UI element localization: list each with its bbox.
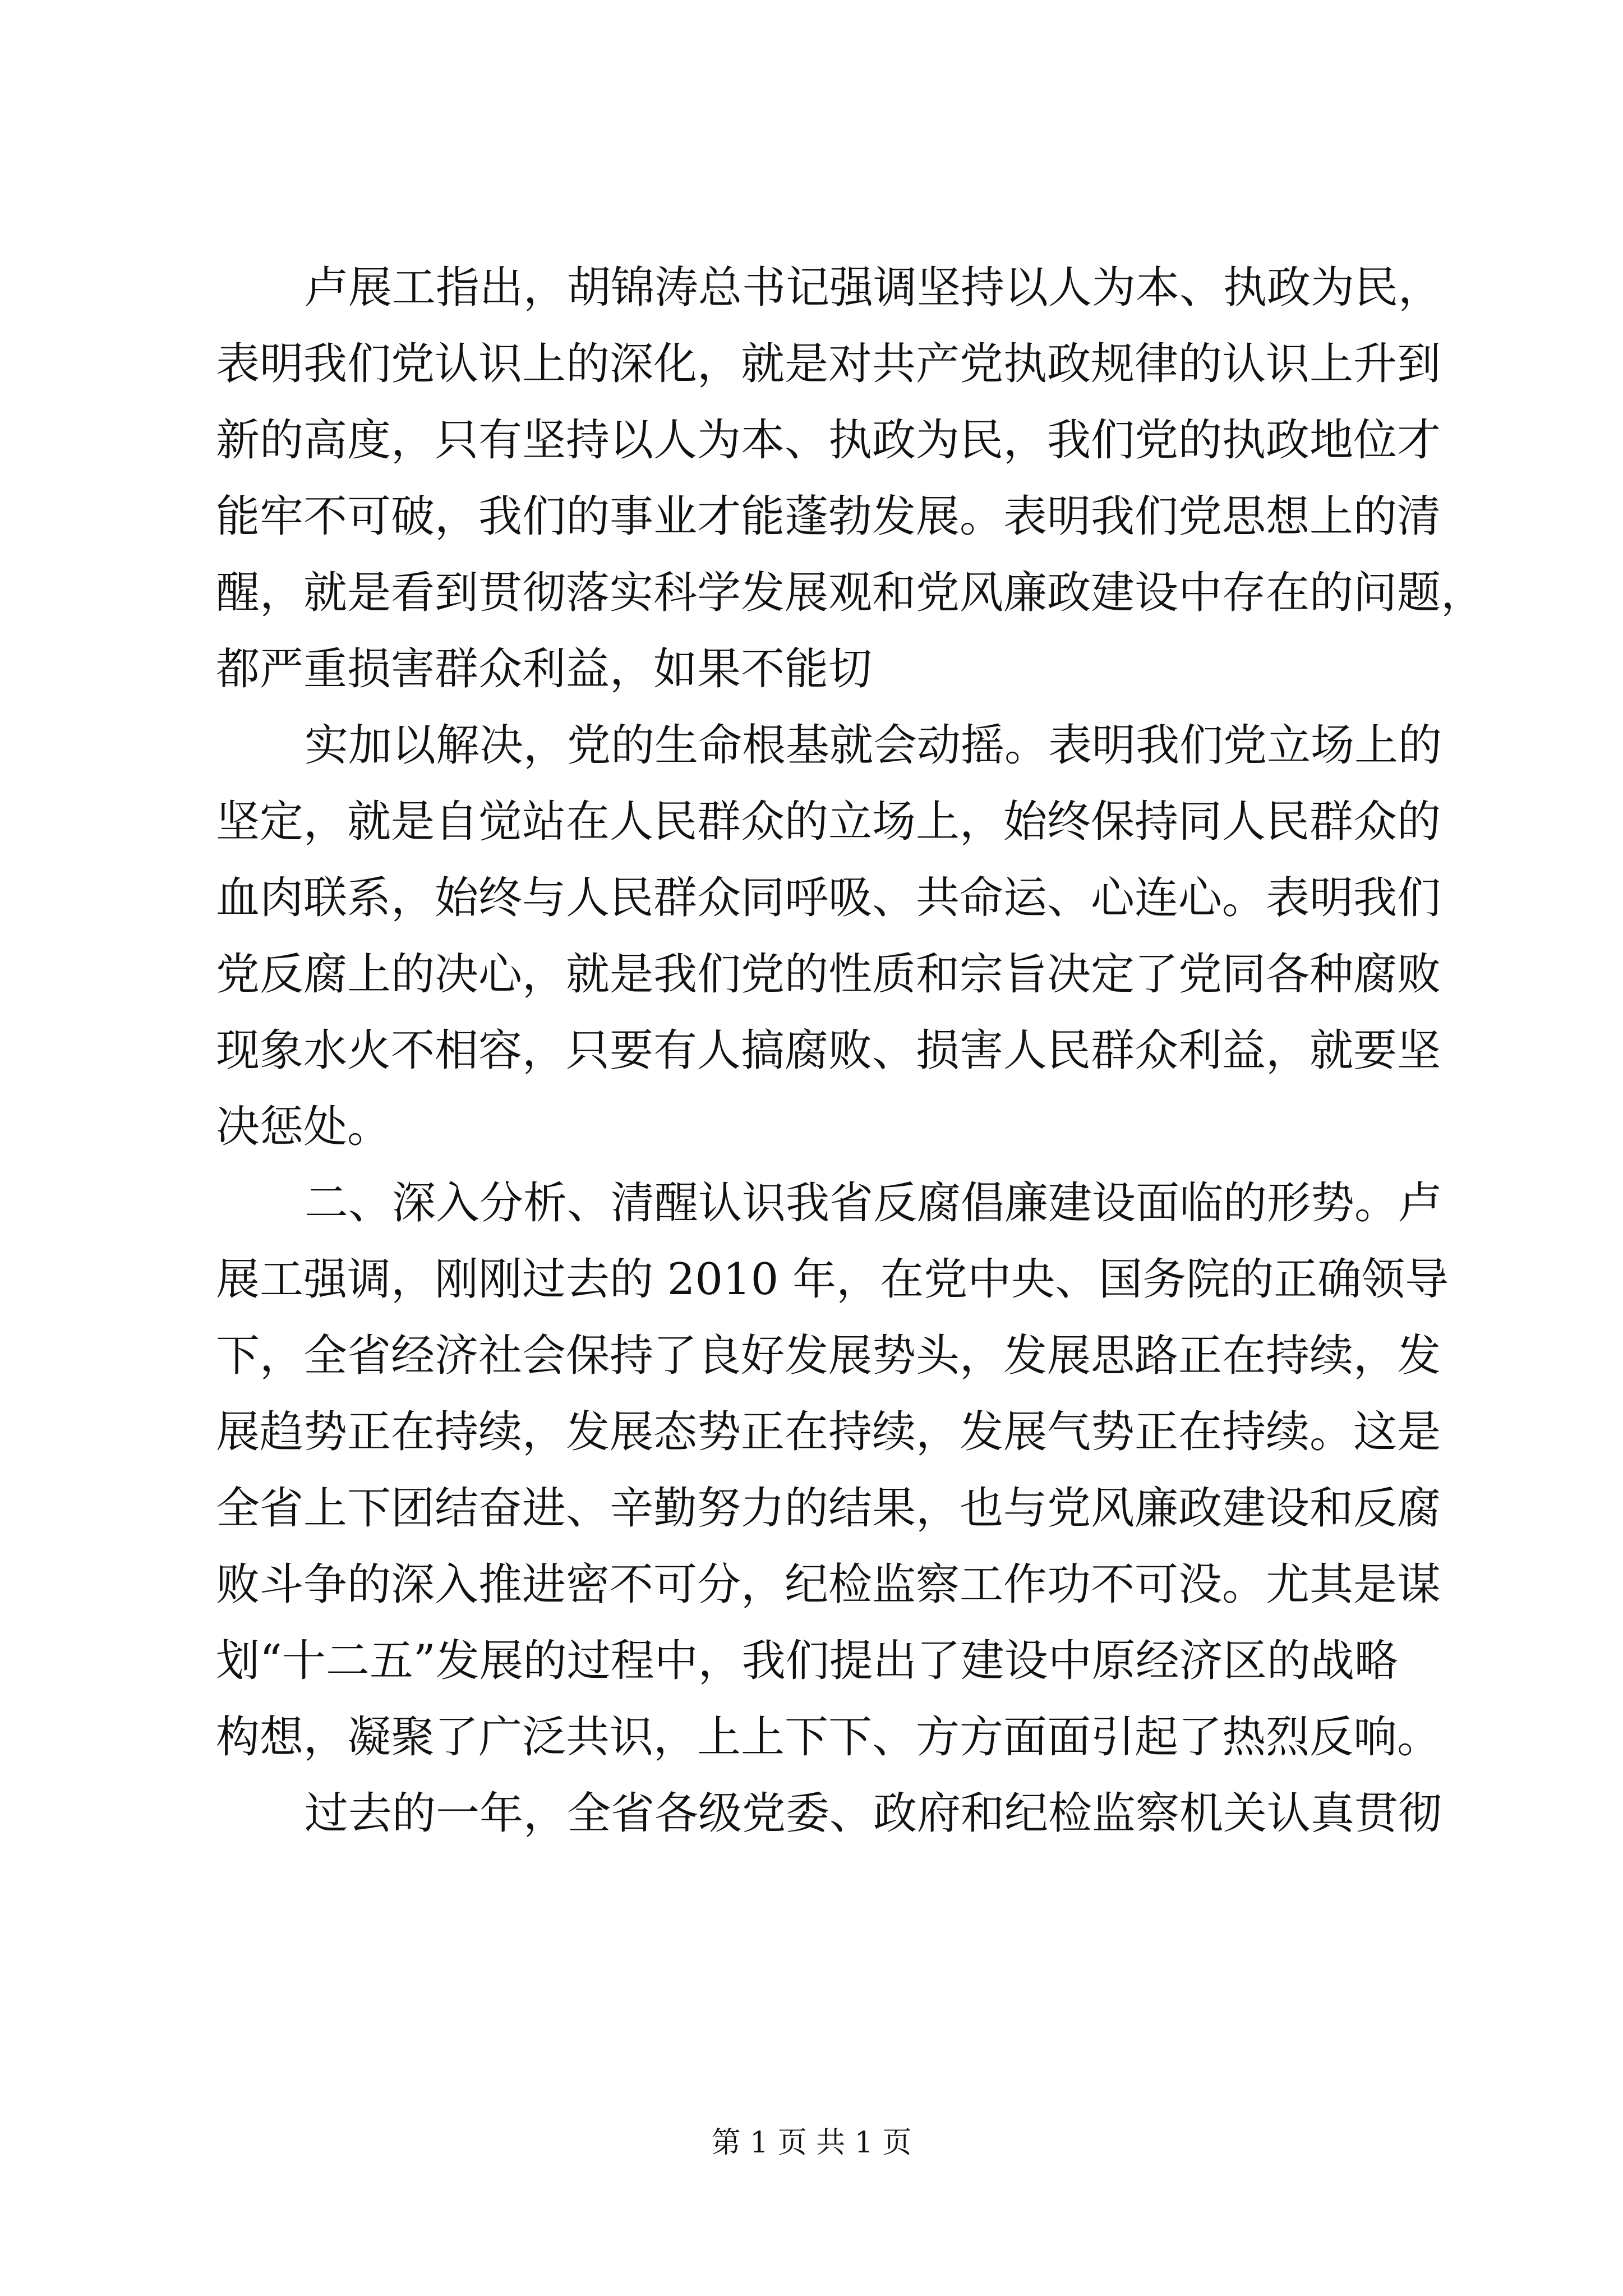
text-line: 新的高度，只有坚持以人为本、执政为民，我们党的执政地位才 [216,415,1441,466]
text-line: 构想，凝聚了广泛共识，上上下下、方方面面引起了热烈反响。 [216,1712,1441,1763]
text-line: 坚定，就是自觉站在人民群众的立场上，始终保持同人民群众的 [216,797,1441,847]
text-line: 党反腐上的决心，就是我们党的性质和宗旨决定了党同各种腐败 [216,949,1441,1000]
text-line: 醒，就是看到贯彻落实科学发展观和党风廉政建设中存在的问题， [216,568,1485,618]
text-line: 展工强调，刚刚过去的 2010 年，在党中央、国务院的正确领导 [216,1254,1449,1305]
text-line: 展趋势正在持续，发展态势正在持续，发展气势正在持续。这是 [216,1407,1441,1457]
text-line: 能牢不可破，我们的事业才能蓬勃发展。表明我们党思想上的清 [216,491,1441,542]
text-line: 现象水火不相容，只要有人搞腐败、损害人民群众利益，就要坚 [216,1025,1441,1076]
text-line: 过去的一年，全省各级党委、政府和纪检监察机关认真贯彻 [305,1788,1442,1839]
text-line: 血肉联系，始终与人民群众同呼吸、共命运、心连心。表明我们 [216,873,1441,923]
text-line: 表明我们党认识上的深化，就是对共产党执政规律的认识上升到 [216,339,1441,389]
text-line: 下，全省经济社会保持了良好发展势头，发展思路正在持续，发 [216,1331,1441,1381]
text-line: 败斗争的深入推进密不可分，纪检监察工作功不可没。尤其是谋 [216,1559,1441,1610]
text-line: 都严重损害群众利益，如果不能切 [216,644,873,694]
text-line: 二、深入分析、清醒认识我省反腐倡廉建设面临的形势。卢 [305,1178,1442,1228]
text-line: 决惩处。 [216,1102,391,1152]
body-text [216,250,1485,1852]
text-line: 划“十二五”发展的过程中，我们提出了建设中原经济区的战略 [216,1636,1398,1686]
text-line: 实加以解决，党的生命根基就会动摇。表明我们党立场上的 [305,720,1442,771]
text-line: 卢展工指出，胡锦涛总书记强调坚持以人为本、执政为民， [305,263,1442,313]
page-footer: 第 1 页 共 1 页 [711,2126,912,2160]
text-line: 全省上下团结奋进、辛勤努力的结果，也与党风廉政建设和反腐 [216,1483,1441,1534]
